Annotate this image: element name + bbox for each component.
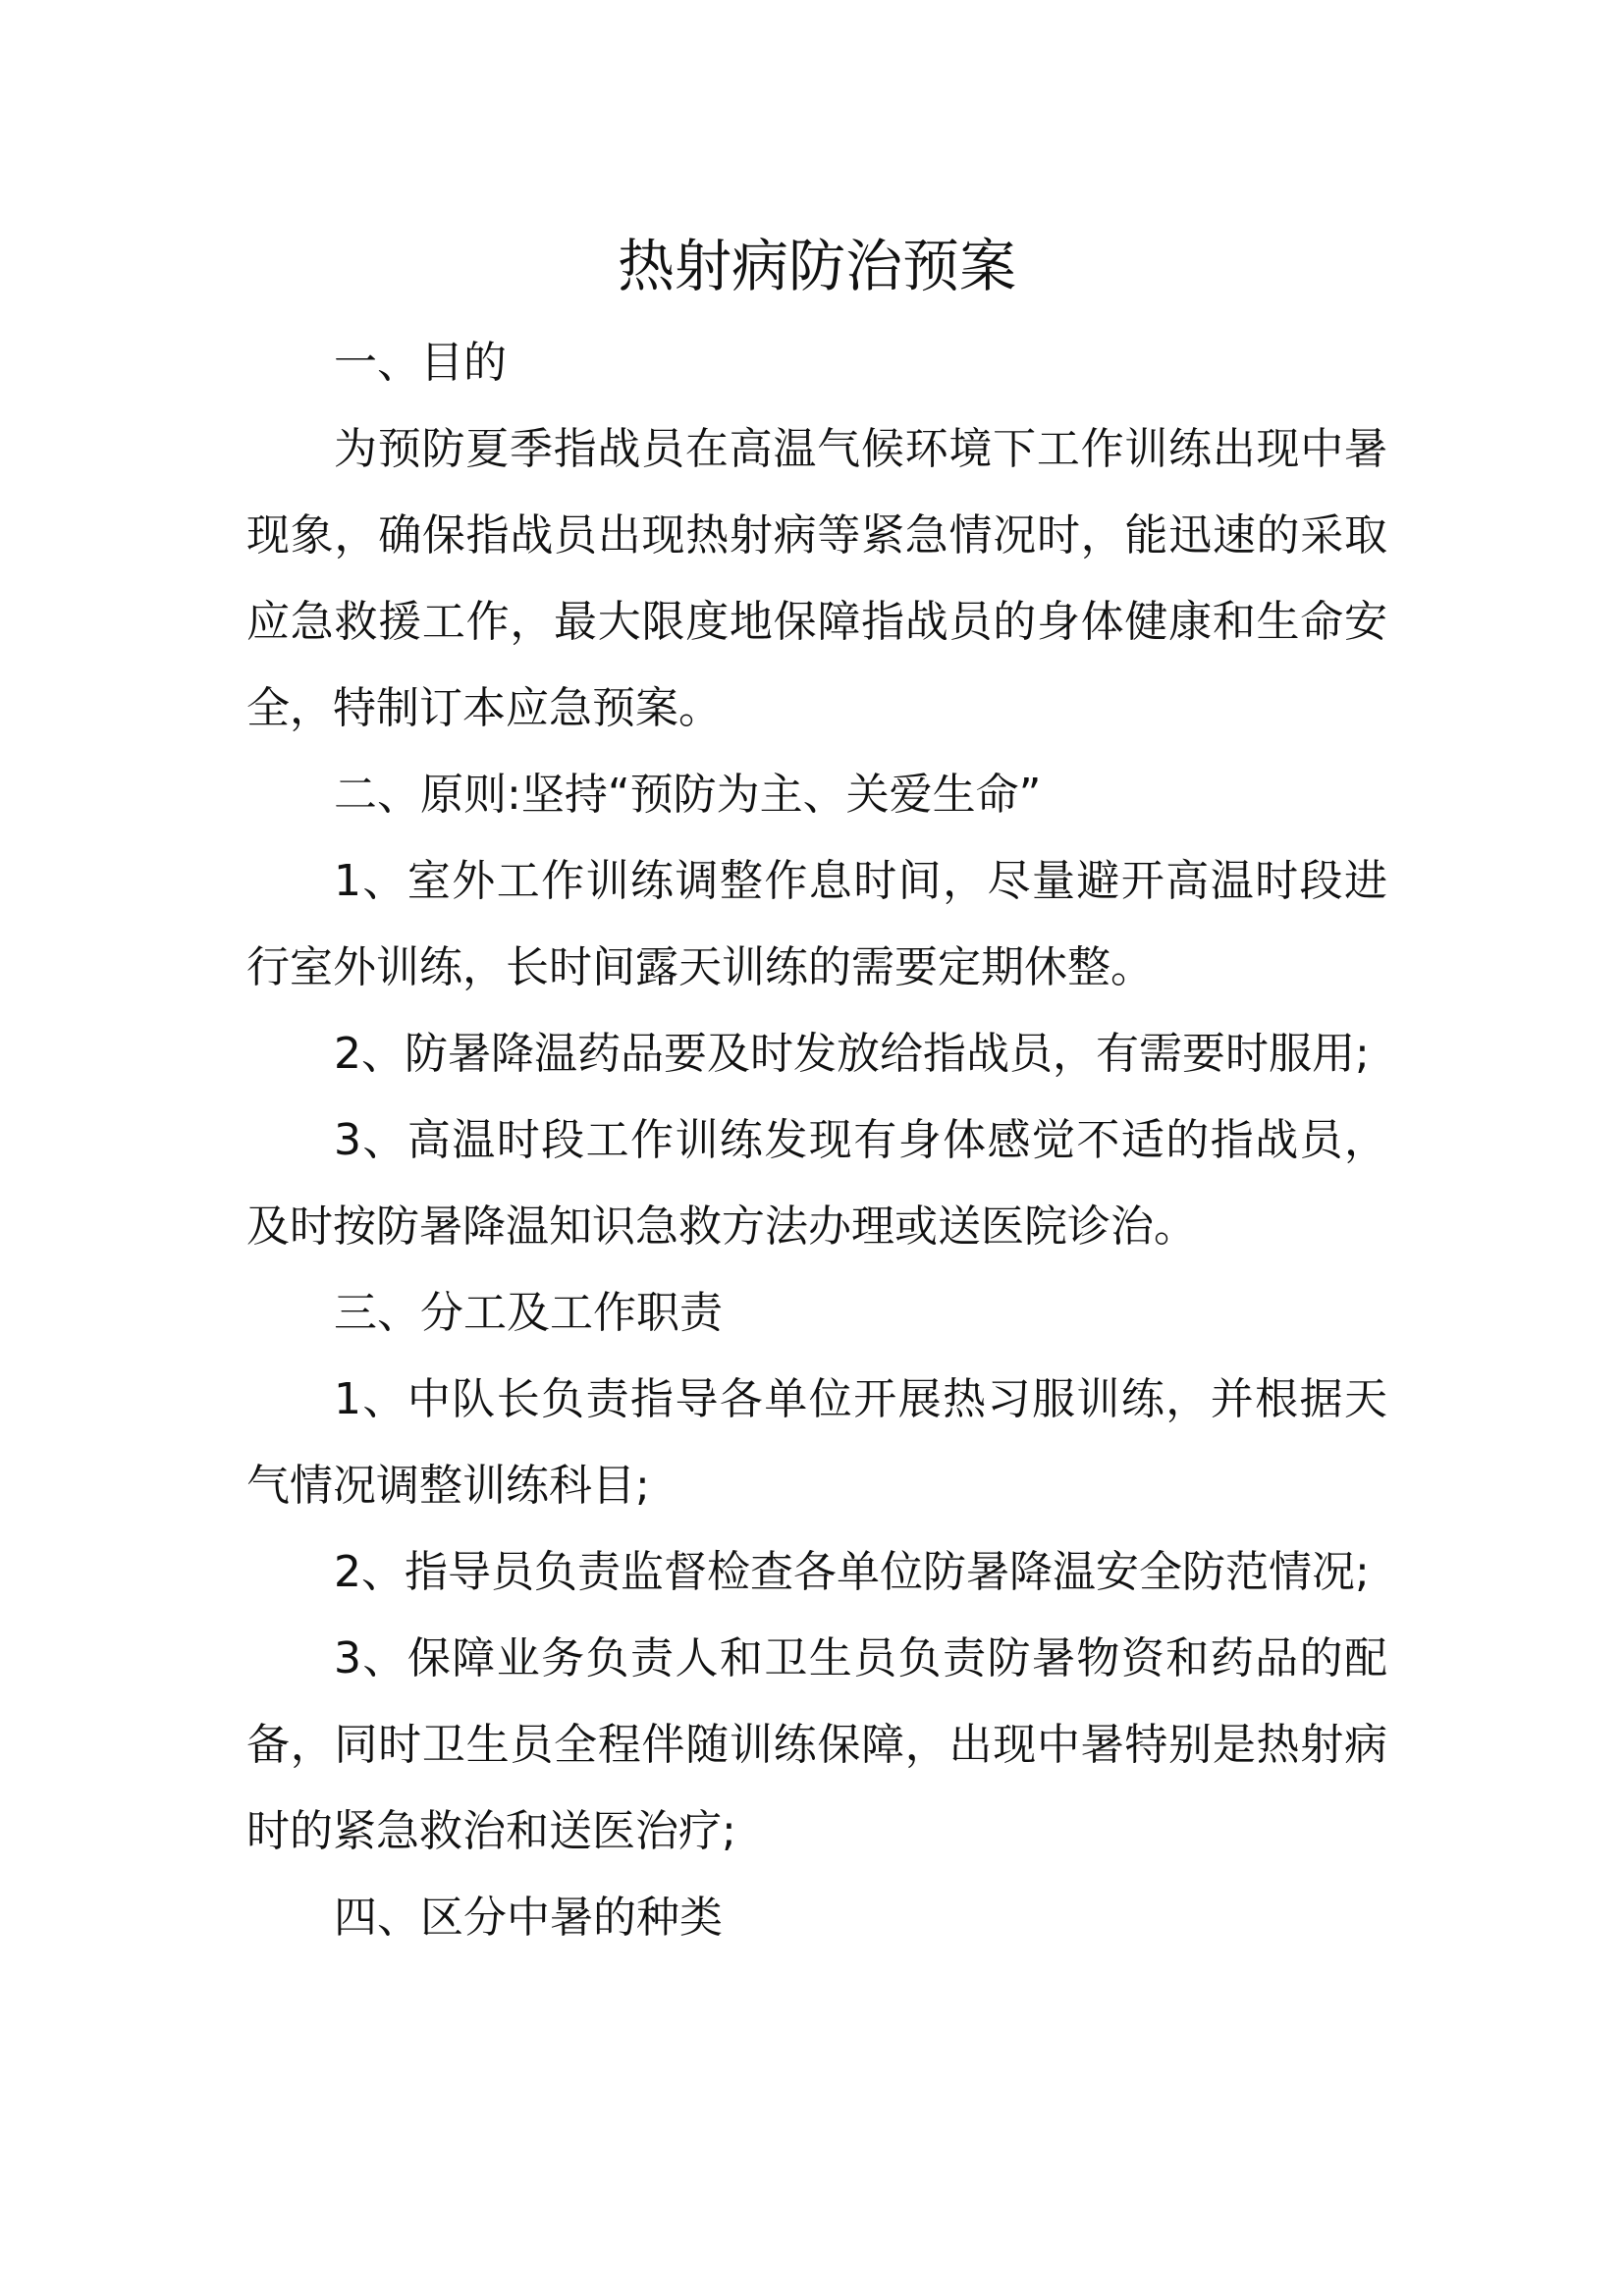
list-item-principle-3: 3、高温时段工作训练发现有身体感觉不适的指战员，及时按防暑降温知识急救方法办理或送医院诊治。 — [246, 1115, 1387, 1252]
list-item-duty-3: 3、保障业务负责人和卫生员负责防暑物资和药品的配备，同时卫生员全程伴随训练保障，出现中暑特别是热射病时的紧急救治和送医治疗; — [246, 1633, 1387, 1856]
section-heading-types: 四、区分中暑的种类 — [334, 1893, 723, 1943]
list-item-duty-2: 2、指导员负责监督检查各单位防暑降温安全防范情况; — [334, 1547, 1370, 1597]
section-heading-principle: 二、原则:坚持“预防为主、关爱生命” — [334, 770, 1042, 820]
section-heading-purpose: 一、目的 — [334, 338, 507, 388]
list-item-duty-1: 1、中队长负责指导各单位开展热习服训练，并根据天气情况调整训练科目; — [246, 1374, 1387, 1511]
list-item-principle-2: 2、防暑降温药品要及时发放给指战员，有需要时服用; — [334, 1029, 1370, 1079]
paragraph-purpose: 为预防夏季指战员在高温气候环境下工作训练出现中暑现象，确保指战员出现热射病等紧急情况时，能迅速的采取应急救援工作，最大限度地保障指战员的身体健康和生命安全，特制订本应急预案。 — [246, 424, 1387, 733]
list-item-principle-1: 1、室外工作训练调整作息时间，尽量避开高温时段进行室外训练，长时间露天训练的需要定期休整。 — [246, 856, 1387, 992]
page-title: 热射病防治预案 — [617, 233, 1016, 299]
document-body — [246, 212, 1387, 1961]
section-heading-duties: 三、分工及工作职责 — [334, 1288, 723, 1338]
